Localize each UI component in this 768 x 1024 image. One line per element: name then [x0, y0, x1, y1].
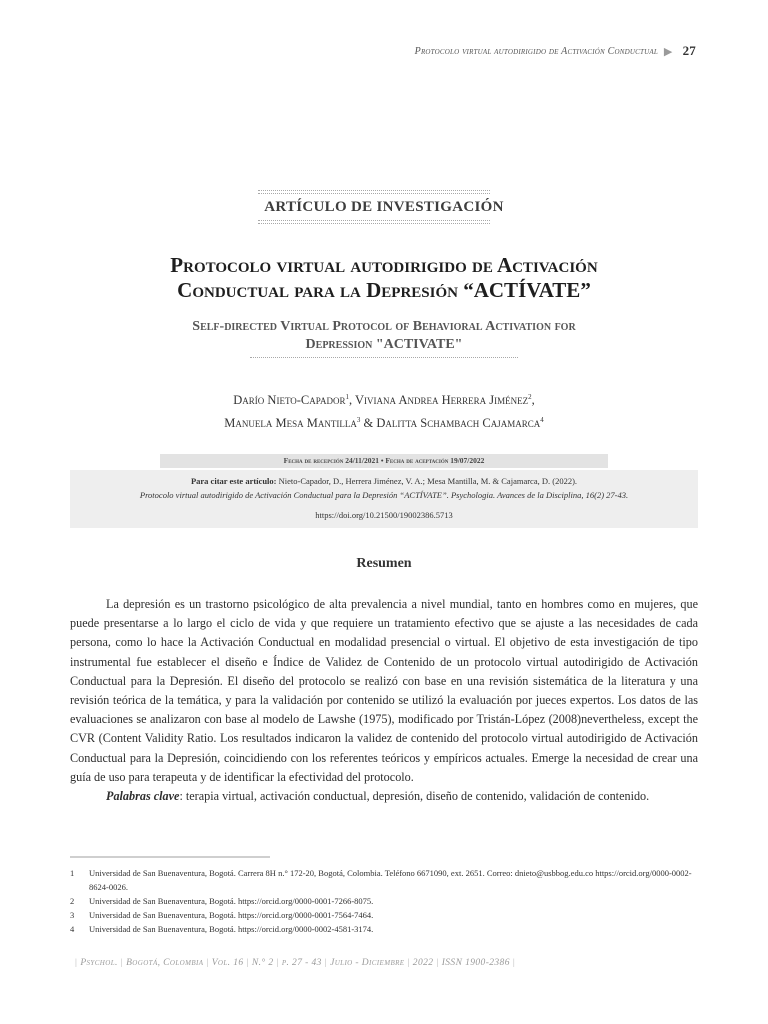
footer-issn: ISSN 1900-2386	[441, 958, 510, 968]
author-line	[120, 387, 648, 410]
footnote-number: 1	[70, 868, 75, 878]
footnote-text: Universidad de San Buenaventura, Bogotá. https://orcid.org/0000-0001-7266-8075.	[89, 896, 374, 906]
footer-volume: Vol. 16	[211, 958, 244, 968]
title-line: Conductual para la Depresión “ACTÍVATE”	[177, 278, 591, 302]
author-name: Manuela Mesa Mantilla	[224, 416, 357, 431]
article-subtitle	[110, 318, 658, 354]
affiliation-mark: 4	[540, 416, 544, 425]
footer-period: Julio - Diciembre	[330, 958, 405, 968]
divider	[258, 193, 490, 194]
author-name: Viviana Andrea Herrera Jiménez	[354, 393, 529, 408]
page-footer: | Psychol. | Bogotá, Colombia | Vol. 16 | N.° 2 | p. 27 - 43 | Julio - Diciembre | 2022 | ISSN 1900-2386 |	[75, 958, 516, 968]
footnote	[70, 866, 698, 894]
citation-source: Protocolo virtual autodirigido de Activación Conductual para la Depresión “ACTÍVATE”. Psychologia. Avances de la Disciplina, 16(2) 27-43.	[139, 490, 629, 500]
footnote	[70, 908, 698, 922]
running-head	[415, 43, 696, 59]
footer-number: N.° 2	[251, 958, 274, 968]
author-separator: ,	[348, 393, 355, 408]
affiliation-mark: 1	[345, 393, 349, 401]
footnote-number: 2	[70, 896, 75, 906]
citation-authors: Nieto-Capador, D., Herrera Jiménez, V. A.; Mesa Mantilla, M. & Cajamarca, D. (2022).	[276, 476, 578, 486]
divider	[250, 357, 518, 358]
footnote-text: Universidad de San Buenaventura, Bogotá. https://orcid.org/0000-0001-7564-7464.	[89, 910, 374, 920]
abstract-paragraph: La depresión es un trastorno psicológico de alta prevalencia a nivel mundial, tanto en hombres como en mujeres, que puede presentarse a lo largo el ciclo de vida y que requiere un tratamiento efectivo que se ajuste a las necesidades de cada persona, como lo hace la Activación Conductual en modalidad presencial o virtual. El objetivo de esta investigación de tipo instrumental fue establecer el diseño e Índice de Validez de Contenido de un protocolo virtual autodirigido de Activación Conductual para la Depresión. El diseño del protocolo se realizó con base en una revisión sistemática de la literatura y una revisión teórica de la temática, y para la validación por contenido se utilizó la evaluación por jueces expertos. Los datos de las evaluaciones se analizaron con base al modelo de Lawshe (1975), modificado por Tristán-López (2008)nevertheless, except the CVR (Content Validity Ratio. Los resultados indicaron la validez de contenido del protocolo virtual autodirigido de Activación Conductual para la Depresión, coincidiendo con los referentes teóricos y empíricos actuales. Emerge la necesidad de crear una guía de uso para terapeuta y de identificar la efectividad del protocolo.	[70, 597, 698, 784]
title-line: Protocolo virtual autodirigido de Activación	[170, 253, 598, 277]
affiliation-mark: 3	[356, 416, 361, 425]
affiliation-mark: 2	[528, 393, 532, 401]
page-number: 27	[682, 43, 696, 58]
article-title	[90, 253, 678, 303]
abstract-body	[70, 595, 698, 806]
keywords-text: : terapia virtual, activación conductual, depresión, diseño de contenido, validación de contenido.	[179, 789, 650, 804]
footnote-rule	[70, 856, 270, 858]
footnote-number: 4	[70, 924, 75, 934]
abstract-heading: Resumen	[356, 556, 412, 571]
dates-bar: Fecha de recepción 24/11/2021 • Fecha de aceptación 19/07/2022	[160, 454, 608, 468]
keywords-label: Palabras clave	[106, 789, 180, 804]
footnote-text: Universidad de San Buenaventura, Bogotá. Carrera 8H n.° 172-20, Bogotá, Colombia. Teléfono 6671090, ext. 2651. Correo: dnieto@usbbog.edu.co https://orcid.org/0000-0002-8624-0026.	[89, 868, 692, 892]
footer-pages: p. 27 - 43	[281, 958, 322, 968]
divider	[258, 223, 490, 224]
running-head-title: Protocolo virtual autodirigido de Activación Conductual	[414, 45, 658, 57]
footnote-number: 3	[70, 910, 75, 920]
footnote	[70, 922, 698, 936]
footnote-text: Universidad de San Buenaventura, Bogotá. https://orcid.org/0000-0002-4581-3174.	[89, 924, 374, 934]
doi-link[interactable]: https://doi.org/10.21500/19002386.5713	[315, 510, 453, 520]
subtitle-line: Self-directed Virtual Protocol of Behavioral Activation for	[192, 319, 576, 334]
footer-journal: Psychol.	[80, 958, 118, 968]
footer-city: Bogotá, Colombia	[126, 958, 204, 968]
citation-box	[70, 470, 698, 528]
author-separator: &	[360, 416, 377, 431]
author-list	[120, 387, 648, 433]
author-name: Dalitta Schambach Cajamarca	[376, 416, 541, 431]
section-label: ARTÍCULO DE INVESTIGACIÓN	[264, 199, 504, 215]
citation-line	[70, 476, 698, 486]
footnote	[70, 894, 698, 908]
author-name: Darío Nieto-Capador	[233, 393, 346, 408]
keywords-paragraph	[70, 787, 698, 806]
footnotes	[70, 866, 698, 936]
divider	[258, 220, 490, 221]
divider	[258, 190, 490, 191]
author-line	[120, 410, 648, 433]
subtitle-line: Depression "ACTIVATE"	[305, 337, 463, 352]
footer-year: 2022	[412, 958, 434, 968]
triangle-right-icon: ▶	[663, 45, 673, 58]
author-separator: ,	[531, 393, 535, 408]
citation-label: Para citar este artículo:	[190, 476, 277, 486]
